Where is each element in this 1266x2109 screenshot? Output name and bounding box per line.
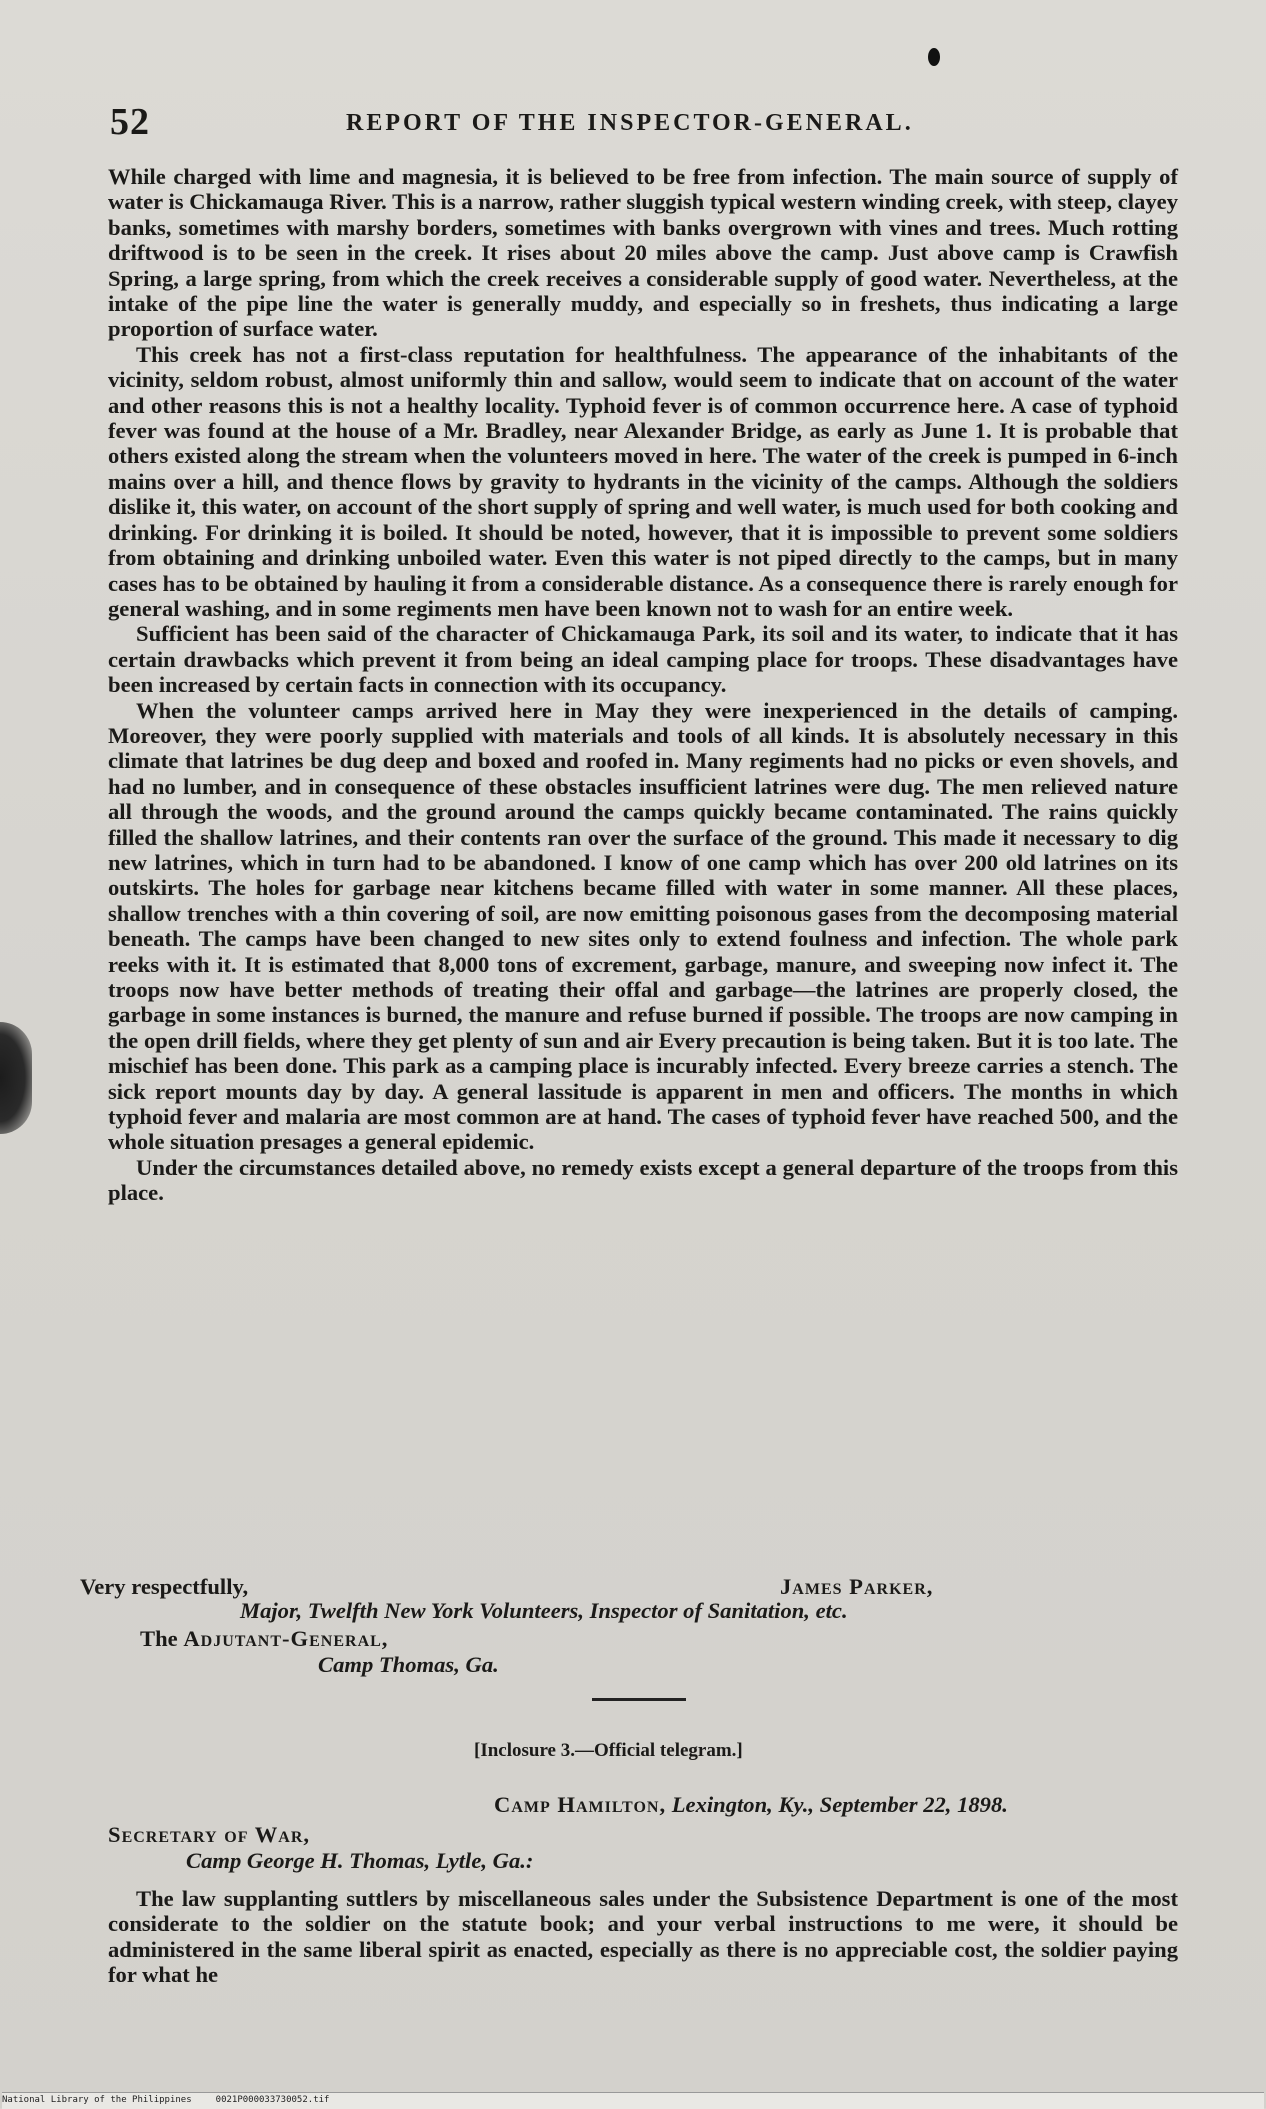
library-label: National Library of the Philippines [2,2095,192,2105]
section-divider [592,1698,686,1701]
telegram-recipient-location: Camp George H. Thomas, Lytle, Ga.: [186,1848,534,1873]
paragraph: While charged with lime and magnesia, it is believed to be free from infection. The main source of supply of water is Chickamauga River. This is a narrow, rather sluggish typical western winding creek, with steep, clayey banks, sometimes with marshy borders, sometimes with banks overgrown with vines and trees. Much rotting driftwood is to be seen in the creek. It rises about 20 miles above the camp. Just above camp is Crawfish Spring, a large spring, from which the creek receives a considerable supply of good water. Nevertheless, at the intake of the pipe line the water is generally muddy, and especially so in freshets, thus indicating a large proportion of surface water. [108,164,1178,342]
page-header [110,100,1180,144]
page-number: 52 [110,101,150,143]
telegram-recipient: Secretary of War, [108,1822,311,1847]
addressee-prefix: The [140,1626,178,1651]
addressee-location: Camp Thomas, Ga. [318,1652,499,1677]
paragraph: When the volunteer camps arrived here in May they were inexperienced in the details of camping. Moreover, they were poorly supplied with materials and tools of all kinds. It is absolutely necessary in this climate that latrines be dug deep and boxed and roofed in. Many regiments had no picks or even shovels, and had no lumber, and in consequence of these obstacles insufficient latrines were dug. The men relieved nature all through the woods, and the ground around the camps quickly became contaminated. The rains quickly filled the shallow latrines, and their contents ran over the surface of the ground. This made it necessary to dig new latrines, which in turn had to be abandoned. I know of one camp which has over 200 old latrines on its outskirts. The holes for garbage near kitchens became filled with water in some manner. All these places, shallow trenches with a thin covering of soil, are now emitting poisonous gases from the decomposing material beneath. The camps have been changed to new sites only to extend foulness and infection. The whole park reeks with it. It is estimated that 8,000 tons of excrement, garbage, manure, and sweeping now infect it. The troops now have better methods of treating their offal and garbage—the latrines are properly closed, the garbage in some instances is burned, the manure and refuse burned if possible. The troops are now camping in the open drill fields, where they get plenty of sun and air Every precaution is being taken. But it is too late. The mischief has been done. This park as a camping place is incurably infected. Every breeze carries a stench. The sick report mounts day by day. A general lassitude is apparent in men and officers. The months in which typhoid fever and malaria are most common are at hand. The cases of typhoid fever have reached 500, and the whole situation presages a general epidemic. [108,697,1178,1155]
addressee-title: Adjutant-General, [183,1626,389,1651]
signatory-rank: Major, Twelfth New York Volunteers, Inspector of Sanitation, etc. [240,1598,848,1623]
paragraph: Sufficient has been said of the character of Chickamauga Park, its soil and its water, to indicate that it has certain drawbacks which prevent it from being an ideal camping place for troops. These disadvantages have been increased by certain facts in connection with its occupancy. [108,621,1178,698]
telegram-dateline [494,1792,1008,1818]
paragraph: Under the circumstances detailed above, no remedy exists except a general departure of the troops from this place. [108,1154,1178,1206]
inclosure-heading: [Inclosure 3.—Official telegram.] [474,1740,743,1761]
addressee [140,1626,388,1652]
telegram-body: The law supplanting suttlers by miscellaneous sales under the Subsistence Department is one of the most considerate to the soldier on the statute book; and your verbal instructions to me were, it should be administered in the same liberal spirit as enacted, especially as there is no appreciable cost, the soldier paying for what he [108,1886,1178,1988]
closing-phrase: Very respectfully, [80,1574,249,1599]
running-head: REPORT OF THE INSPECTOR-GENERAL. [346,110,914,136]
scan-footer [2,2092,1264,2109]
binding-shadow [0,1022,32,1134]
telegram-place: Camp Hamilton, [494,1792,667,1817]
paragraph: This creek has not a first-class reputation for healthfulness. The appearance of the inhabitants of the vicinity, seldom robust, almost uniformly thin and sallow, would seem to indicate that on account of the water and other reasons this is not a healthy locality. Typhoid fever is of common occurrence here. A case of typhoid fever was found at the house of a Mr. Bradley, near Alexander Bridge, as early as June 1. It is probable that others existed along the stream when the volunteers moved in here. The water of the creek is pumped in 6-inch mains over a hill, and thence flows by gravity to hydrants in the vicinity of the camps. Although the soldiers dislike it, this water, on account of the short supply of spring and well water, is much used for both cooking and drinking. For drinking it is boiled. It should be noted, however, that it is impossible to prevent some soldiers from obtaining and drinking unboiled water. Even this water is not piped directly to the camps, but in many cases has to be obtained by hauling it from a considerable distance. As a consequence there is rarely enough for general washing, and in some regiments men have been known not to wash for an entire week. [108,341,1178,621]
report-body [108,164,1178,1206]
file-label: 0021P000033730052.tif [215,2095,330,2105]
telegram-date: Lexington, Ky., September 22, 1898. [671,1792,1008,1817]
signatory-name: James Parker, [780,1574,934,1599]
ink-blot [928,48,940,66]
